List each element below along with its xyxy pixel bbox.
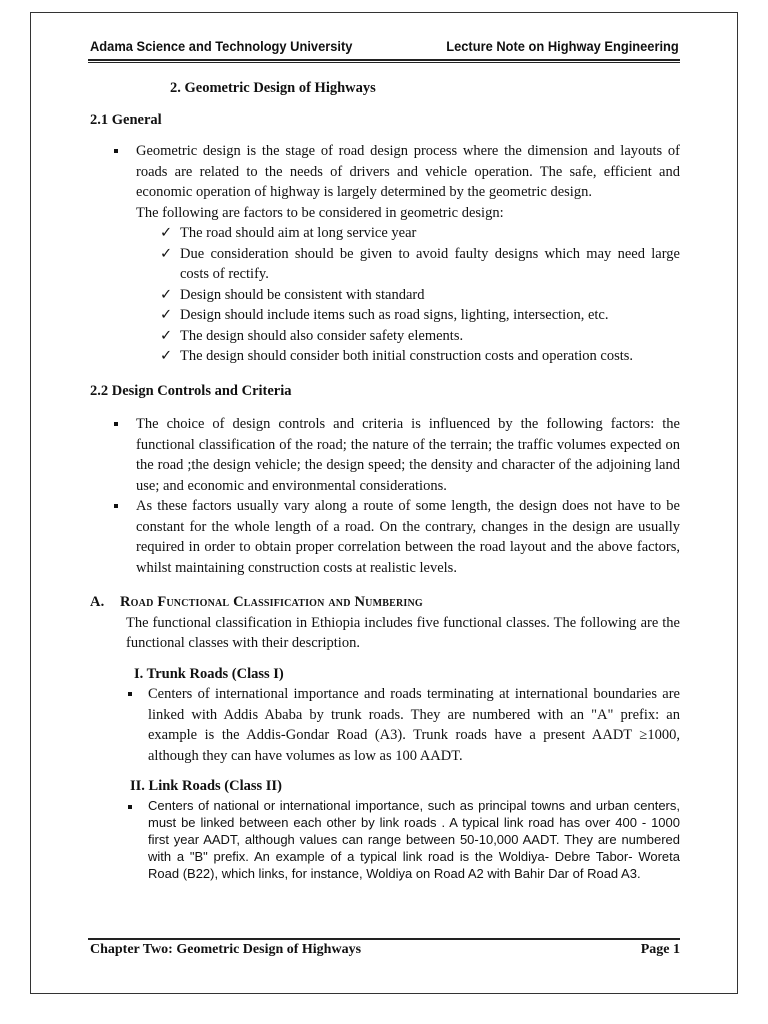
header-course: Lecture Note on Highway Engineering (446, 38, 679, 54)
check-item: ✓ Design should be consistent with standard (90, 285, 680, 306)
footer-rule (88, 938, 680, 940)
header-university: Adama Science and Technology University (90, 38, 353, 54)
factors-intro: The following are factors to be considered in geometric design: (136, 204, 504, 221)
trunk-roads-heading: I. Trunk Roads (Class I) (134, 665, 284, 682)
link-roads-heading: II. Link Roads (Class II) (130, 778, 282, 794)
section-heading-general: 2.1 General (90, 111, 162, 128)
classification-title: Road Functional Classification and Numbering (120, 594, 423, 610)
check-icon: ✓ (160, 348, 173, 364)
header-rule (88, 59, 680, 61)
check-item: ✓ The design should also consider safety elements. (90, 326, 680, 347)
check-icon: ✓ (160, 307, 173, 323)
footer-chapter: Chapter Two: Geometric Design of Highways (90, 942, 362, 957)
footer-page-number: Page 1 (640, 942, 680, 957)
chapter-title: 2. Geometric Design of Highways (170, 80, 376, 96)
check-item: ✓ Due consideration should be given to avoid faulty designs which may need large costs of rectify. (160, 245, 680, 282)
check-icon: ✓ (160, 286, 173, 303)
section-heading-controls: 2.2 Design Controls and Criteria (90, 382, 292, 399)
trunk-roads-bullet: Centers of international importance and roads terminating at international boundaries are linked with Addis Ababa by trunk roads. They are numbered with an "A" prefix: an example is the Addis-Gondar Road (A3). Trunk roads have a present AADT ≥1000, although they can have volumes as low as 100 AADT. (90, 684, 680, 766)
check-item: ✓ The design should consider both initial construction costs and operation costs. (90, 346, 680, 367)
general-list (90, 141, 680, 203)
classification-letter: A. (90, 594, 105, 610)
factors-checklist (90, 223, 680, 367)
classification-intro: The functional classification in Ethiopia includes five functional classes. The following are the functional classes with their description. (126, 614, 680, 651)
classification-heading (90, 592, 680, 613)
general-bullet: Geometric design is the stage of road design process where the dimension and layouts of roads are related to the needs of drivers and vehicle operation. The safe, efficient and economic operation of highway is largely determined by the geometric design. (90, 141, 680, 203)
check-item: ✓ Design should include items such as road signs, lighting, intersection, etc. (90, 305, 680, 326)
page-header (90, 36, 679, 58)
link-roads-list (90, 797, 680, 882)
controls-bullet: The choice of design controls and criteria is influenced by the following factors: the functional classification of the road; the nature of the terrain; the traffic volumes expected on the road ;the design vehicle; the design speed; the density and character of the adjoining land use; and economic and environmental considerations. (90, 414, 680, 496)
trunk-roads-list (90, 684, 680, 766)
check-icon: ✓ (160, 245, 173, 262)
header-rule-thin (88, 62, 680, 63)
check-icon: ✓ (160, 225, 173, 241)
controls-bullet: As these factors usually vary along a route of some length, the design does not have to be constant for the whole length of a road. On the contrary, changes in the design are usually required in order to obtain proper correlation between the road layout and the above factors, whilst maintaining construction costs at realistic levels. (90, 496, 680, 578)
link-roads-bullet: Centers of national or international importance, such as principal towns and urban centers, must be linked between each other by link roads . A typical link road has over 400 - 1000 first year AADT, although values can range between 50-10,000 AADT. They are numbered with a "B" prefix. An example of a typical link road is the Woldiya- Debre Tabor- Woreta Road (B22), which links, for instance, Woldiya on Road A2 with Bahir Dar of Road A3. (90, 797, 680, 882)
controls-list (90, 414, 680, 578)
page-body (90, 78, 680, 882)
check-icon: ✓ (160, 327, 173, 344)
check-item: ✓ The road should aim at long service year (90, 223, 680, 244)
